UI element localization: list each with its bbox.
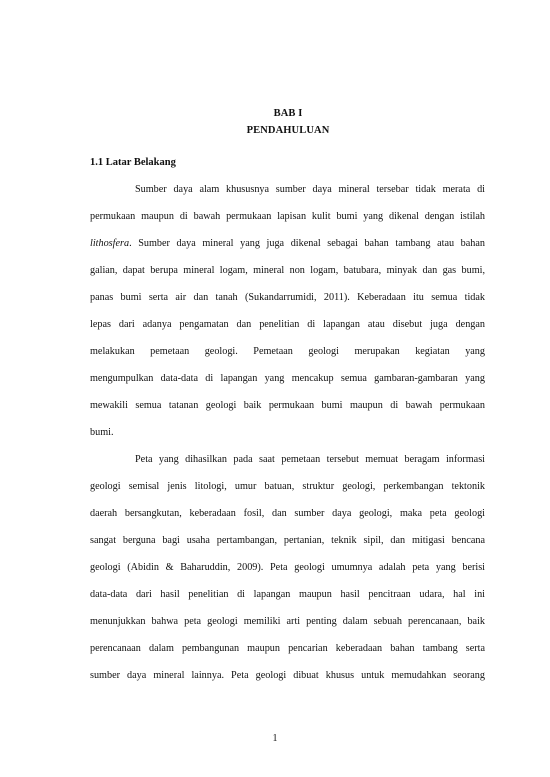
paragraph-1-line-6: lepas dari adanya pengamatan dan penelitian di lapangan atau disebut juga dengan	[90, 319, 485, 330]
section-heading: 1.1 Latar Belakang	[90, 157, 176, 168]
page-number: 1	[272, 733, 278, 744]
italic-term: lithosfera	[90, 238, 130, 249]
paragraph-1-line-8: mengumpulkan data-data di lapangan yang mencakup semua gambaran-gambaran yang	[90, 373, 485, 384]
paragraph-1-line-7: melakukan pemetaan geologi. Pemetaan geologi merupakan kegiatan yang	[90, 346, 485, 357]
paragraph-2-line-9: sumber daya mineral lainnya. Peta geologi dibuat khusus untuk memudahkan seorang	[90, 670, 485, 681]
paragraph-2-line-7: menunjukkan bahwa peta geologi memiliki arti penting dalam sebuah perencanaan, baik	[90, 616, 485, 627]
paragraph-1-line-1: Sumber daya alam khususnya sumber daya mineral tersebar tidak merata di	[135, 184, 485, 195]
paragraph-2-line-1: Peta yang dihasilkan pada saat pemetaan tersebut memuat beragam informasi	[135, 454, 485, 465]
paragraph-1-line-9: mewakili semua tatanan geologi baik permukaan bumi maupun di bawah permukaan	[90, 400, 485, 411]
paragraph-1-line-5: panas bumi serta air dan tanah (Sukandarrumidi, 2011). Keberadaan itu semua tidak	[90, 292, 485, 303]
paragraph-2-line-4: sangat berguna bagi usaha pertambangan, pertanian, teknik sipil, dan mitigasi bencana	[90, 535, 485, 546]
paragraph-2-line-5: geologi (Abidin & Baharuddin, 2009). Peta geologi umumnya adalah peta yang berisi	[90, 562, 485, 573]
chapter-number: BAB I	[273, 108, 303, 119]
paragraph-1-line-10: bumi.	[90, 427, 114, 438]
paragraph-1-line-2: permukaan maupun di bawah permukaan lapisan kulit bumi yang dikenal dengan istilah	[90, 211, 485, 222]
paragraph-2-line-6: data-data dari hasil penelitian di lapangan maupun hasil pencitraan udara, hal ini	[90, 589, 485, 600]
paragraph-1-line-3-text: . Sumber daya mineral yang juga dikenal sebagai bahan tambang atau bahan	[129, 238, 485, 249]
paragraph-2-line-2: geologi semisal jenis litologi, umur batuan, struktur geologi, perkembangan tektonik	[90, 481, 485, 492]
paragraph-2-line-8: perencanaan dalam pembangunan maupun pencarian keberadaan bahan tambang serta	[90, 643, 485, 654]
paragraph-1-line-3	[90, 237, 485, 250]
chapter-title: PENDAHULUAN	[246, 125, 330, 136]
paragraph-1-line-4: galian, dapat berupa mineral logam, mineral non logam, batubara, minyak dan gas bumi,	[90, 265, 485, 276]
paragraph-2-line-3: daerah bersangkutan, keberadaan fosil, dan sumber daya geologi, maka peta geologi	[90, 508, 485, 519]
